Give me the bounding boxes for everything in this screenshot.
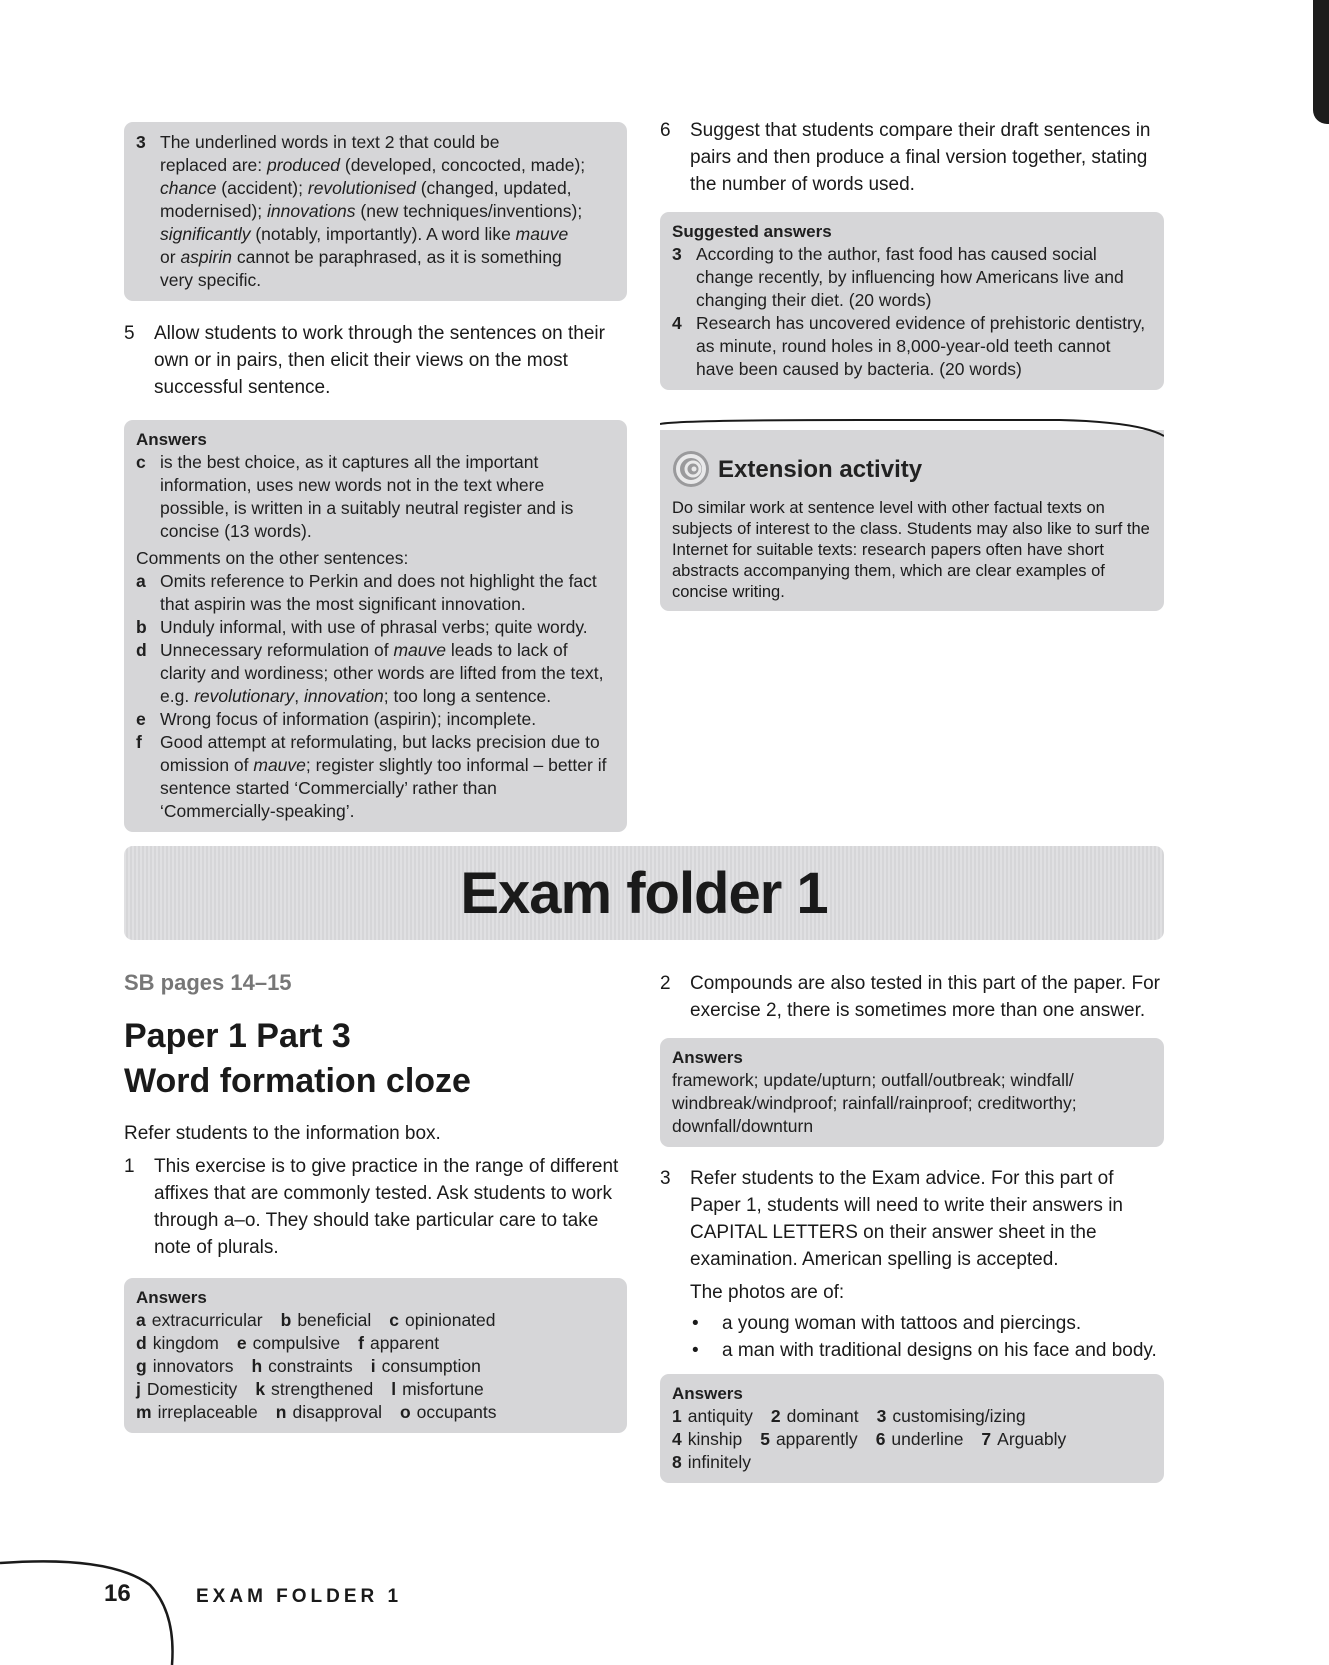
- word-formation-answer-item-label: k: [255, 1379, 266, 1399]
- cloze-answer-item-3: [877, 1405, 1026, 1428]
- cloze-answers-grid: [672, 1405, 1152, 1474]
- comment-fragment: ; register slightly too informal – better if sentence started ‘Commercially’ rather than ‘Commercially-speaking’.: [160, 755, 607, 821]
- answer-c-text: is the best choice, as it captures all the important information, uses new words not in the text where possible, is written in a suitably neutral register and is concise (13 words).: [160, 452, 574, 541]
- word-formation-answer-row: [136, 1378, 615, 1401]
- word-formation-answers-box: [124, 1278, 627, 1433]
- item3-line-fragment: replaced are:: [160, 155, 268, 175]
- item6-paragraph: [660, 117, 1164, 198]
- comment-text: [160, 708, 615, 731]
- item2-number: 2: [660, 973, 671, 994]
- item3-line: [160, 177, 615, 200]
- word-formation-answer-item-label: f: [358, 1333, 364, 1353]
- word-formation-answer-item-value: compulsive: [252, 1333, 341, 1353]
- comment-item-d: [136, 639, 615, 708]
- cloze-answer-item-label: 7: [981, 1429, 992, 1449]
- comment-label: f: [136, 732, 142, 752]
- cloze-answer-item-label: 4: [672, 1429, 682, 1449]
- cloze-answer-row: [672, 1451, 1152, 1474]
- right-top-column: [660, 117, 1164, 611]
- item3-line-fragment: chance: [160, 178, 217, 198]
- word-formation-answer-item-value: kingdom: [152, 1333, 219, 1353]
- word-formation-answer-item-label: m: [136, 1402, 152, 1422]
- word-formation-answers-title: Answers: [136, 1288, 207, 1307]
- compounds-answers-box: [660, 1038, 1164, 1147]
- cloze-answer-item-value: Arguably: [997, 1429, 1067, 1449]
- item3-bottom-text: Refer students to the Exam advice. For this part of Paper 1, students will need to write their answers in CAPITAL LETTERS on their answer sheet in the examination. American spelling is accepted.: [690, 1168, 1123, 1270]
- word-formation-answer-item-value: Domesticity: [146, 1379, 238, 1399]
- comment-fragment: innovation: [304, 686, 384, 706]
- cloze-answer-item-value: infinitely: [687, 1452, 751, 1472]
- item3-paragraph: [660, 1165, 1164, 1306]
- word-formation-answer-item-value: occupants: [416, 1402, 497, 1422]
- comment-fragment: revolutionary: [194, 686, 295, 706]
- answer-c-label: c: [136, 452, 146, 472]
- item3-line-fragment: or: [160, 247, 181, 267]
- word-formation-answer-row: [136, 1355, 615, 1378]
- word-formation-answers-grid: [136, 1309, 615, 1424]
- item3-line-fragment: (new techniques/inventions);: [355, 201, 583, 221]
- photos-intro: The photos are of:: [690, 1282, 845, 1303]
- cloze-answers-title: Answers: [672, 1384, 743, 1403]
- comment-fragment: Omits reference to Perkin and does not highlight the fact that aspirin was the most significant innovation.: [160, 571, 597, 614]
- word-formation-answer-item-h: [251, 1355, 352, 1378]
- comment-fragment: ,: [294, 686, 304, 706]
- cloze-answer-item-2: [771, 1405, 859, 1428]
- cloze-answer-item-value: dominant: [786, 1406, 859, 1426]
- item1-paragraph: [124, 1153, 627, 1261]
- right-bottom-column: [660, 970, 1164, 1483]
- item5-text: Allow students to work through the sentences on their own or in pairs, then elicit their views on the most successful sentence.: [154, 323, 605, 398]
- item3-line-fragment: mauve: [515, 224, 569, 244]
- item3-line: [160, 269, 615, 292]
- comment-fragment: mauve: [393, 640, 446, 660]
- cloze-answer-item-label: 1: [672, 1406, 682, 1426]
- word-formation-answer-item-label: e: [236, 1333, 247, 1353]
- item3-line: [160, 131, 615, 154]
- word-formation-answer-item-label: j: [136, 1379, 141, 1399]
- word-formation-answer-item-n: [276, 1401, 382, 1424]
- extension-text: Do similar work at sentence level with other factual texts on subjects of interest to the class. Students may also like to surf the Internet for suitable texts: research papers often have short abstracts accompanying them, which are clear examples of concise writing.: [672, 499, 1150, 601]
- cloze-answer-item-7: [981, 1428, 1066, 1451]
- item3-line-fragment: aspirin: [180, 247, 232, 267]
- section-heading-line1: Paper 1 Part 3: [124, 1017, 351, 1055]
- item6-text: Suggest that students compare their draft sentences in pairs and then produce a final version together, stating the number of words used.: [690, 120, 1151, 195]
- comment-fragment: leads to lack of clarity and wordiness; other words are lifted from the text, e.g.: [160, 640, 604, 706]
- page-tab-marker: [1313, 0, 1329, 124]
- cloze-answer-item-value: apparently: [775, 1429, 858, 1449]
- item3-line-fragment: revolutionised: [307, 178, 416, 198]
- cloze-answer-item-label: 2: [770, 1406, 781, 1426]
- suggested-answer-text: According to the author, fast food has caused social change recently, by influencing how Americans live and changing their diet. (20 words): [696, 244, 1124, 310]
- cloze-answer-item-value: underline: [891, 1429, 964, 1449]
- extension-box: [660, 430, 1164, 611]
- item1-number: 1: [124, 1156, 135, 1177]
- word-formation-answer-item-label: d: [136, 1333, 147, 1353]
- comment-text: [160, 570, 615, 616]
- word-formation-answer-item-label: h: [251, 1356, 263, 1376]
- extension-activity-panel: [660, 416, 1164, 611]
- item3-bottom-number: 3: [660, 1168, 671, 1189]
- word-formation-answer-item-b: [281, 1309, 372, 1332]
- comment-fragment: ; too long a sentence.: [383, 686, 552, 706]
- exam-folder-banner: [124, 846, 1164, 940]
- word-formation-answer-row: [136, 1309, 615, 1332]
- suggested-answer-label: 3: [672, 244, 682, 264]
- cloze-answers-box: [660, 1374, 1164, 1483]
- comment-label: b: [136, 617, 147, 637]
- word-formation-answer-item-value: disapproval: [292, 1402, 382, 1422]
- photo-bullet-text: a man with traditional designs on his face and body.: [722, 1340, 1157, 1361]
- word-formation-answer-item-a: [136, 1309, 263, 1332]
- word-formation-answer-item-value: irreplaceable: [157, 1402, 258, 1422]
- word-formation-answer-item-label: g: [136, 1356, 147, 1376]
- suggested-answers-list: [672, 243, 1152, 381]
- item3-line-fragment: (notably, importantly). A word like: [250, 224, 516, 244]
- suggested-answers-title: Suggested answers: [672, 222, 832, 241]
- photo-bullet-item: [660, 1337, 1164, 1364]
- word-formation-answer-item-l: [391, 1378, 484, 1401]
- suggested-answer-3: [672, 243, 1152, 312]
- item3-answer-box: [124, 122, 627, 301]
- photos-bullet-list: [660, 1310, 1164, 1364]
- word-formation-answer-item-label: i: [370, 1356, 376, 1376]
- cloze-answer-item-4: [672, 1428, 742, 1451]
- word-formation-answer-item-g: [136, 1355, 233, 1378]
- cloze-answer-item-label: 3: [876, 1406, 887, 1426]
- comments-list: [136, 570, 615, 823]
- cloze-answer-item-value: customising/izing: [892, 1406, 1026, 1426]
- comment-item-a: [136, 570, 615, 616]
- item3-line-fragment: (changed, updated,: [415, 178, 572, 198]
- comment-text: [160, 731, 615, 823]
- comment-fragment: Good attempt at reformulating, but lacks precision due to omission of: [160, 732, 600, 775]
- comment-item-e: [136, 708, 615, 731]
- comment-item-f: [136, 731, 615, 823]
- word-formation-answer-item-label: c: [389, 1310, 399, 1330]
- word-formation-answer-item-value: misfortune: [402, 1379, 484, 1399]
- cloze-answer-item-value: kinship: [687, 1429, 743, 1449]
- cloze-answer-row: [672, 1405, 1152, 1428]
- item3-line-fragment: modernised);: [160, 201, 267, 221]
- comment-item-b: [136, 616, 615, 639]
- item3-line-fragment: produced: [267, 155, 340, 175]
- left-bottom-column: [124, 970, 627, 1433]
- item3-number: 3: [136, 132, 146, 152]
- item3-line: [160, 154, 615, 177]
- comment-text: [160, 639, 615, 708]
- word-formation-answer-item-d: [136, 1332, 219, 1355]
- word-formation-answer-item-o: [400, 1401, 496, 1424]
- item3-line: [160, 223, 615, 246]
- comment-fragment: mauve: [253, 755, 306, 775]
- cloze-answer-row: [672, 1428, 1152, 1451]
- item3-line-fragment: innovations: [267, 201, 356, 221]
- suggested-answer-label: 4: [672, 313, 682, 333]
- item3-line-fragment: (accident);: [216, 178, 308, 198]
- spiral-icon: [672, 450, 710, 488]
- item5-number: 5: [124, 323, 135, 344]
- cloze-answer-item-5: [760, 1428, 857, 1451]
- cloze-answer-item-6: [876, 1428, 964, 1451]
- cloze-answer-item-label: 6: [875, 1429, 886, 1449]
- word-formation-answer-item-value: consumption: [381, 1356, 481, 1376]
- footer-section-label: EXAM FOLDER 1: [196, 1586, 403, 1607]
- photo-bullet-text: a young woman with tattoos and piercings.: [722, 1313, 1082, 1334]
- item3-line: [160, 246, 615, 269]
- answers-title: Answers: [136, 430, 207, 449]
- comment-label: d: [136, 640, 147, 660]
- word-formation-answer-item-label: o: [399, 1402, 411, 1422]
- word-formation-answer-item-j: [136, 1378, 237, 1401]
- item3-line-fragment: significantly: [160, 224, 251, 244]
- compounds-answers-text: framework; update/upturn; outfall/outbreak; windfall/ windbreak/windproof; rainfall/rainproof; creditworthy; downfall/downturn: [672, 1070, 1077, 1136]
- item3-answer-text: [160, 131, 615, 292]
- word-formation-answer-item-label: n: [275, 1402, 287, 1422]
- extension-title: Extension activity: [718, 455, 923, 483]
- item3-line-fragment: cannot be paraphrased, as it is something: [232, 247, 562, 267]
- word-formation-answer-item-k: [255, 1378, 373, 1401]
- comment-label: a: [136, 571, 146, 591]
- section-heading-line2: Word formation cloze: [124, 1062, 471, 1100]
- comment-fragment: Unnecessary reformulation of: [160, 640, 394, 660]
- word-formation-answer-item-value: beneficial: [297, 1310, 372, 1330]
- exam-folder-title: Exam folder 1: [460, 860, 828, 926]
- cloze-answer-item-value: antiquity: [687, 1406, 753, 1426]
- word-formation-answer-item-value: apparent: [369, 1333, 440, 1353]
- word-formation-answer-item-label: a: [136, 1310, 146, 1330]
- word-formation-answer-item-c: [389, 1309, 495, 1332]
- photo-bullet-item: [660, 1310, 1164, 1337]
- answer-c: [136, 451, 615, 543]
- item2-text: Compounds are also tested in this part of the paper. For exercise 2, there is sometimes more than one answer.: [690, 973, 1160, 1021]
- footer-corner-curve: [0, 1555, 180, 1665]
- item1-text: This exercise is to give practice in the range of different affixes that are commonly tested. Ask students to work through a–o. They should take particular care to take note of plurals.: [154, 1156, 619, 1258]
- item6-number: 6: [660, 120, 671, 141]
- word-formation-answer-item-i: [371, 1355, 481, 1378]
- left-top-column: [124, 122, 627, 832]
- suggested-answer-4: [672, 312, 1152, 381]
- word-formation-answer-item-value: extracurricular: [151, 1310, 263, 1330]
- comment-fragment: Wrong focus of information (aspirin); incomplete.: [160, 709, 537, 729]
- word-formation-answer-item-value: innovators: [152, 1356, 234, 1376]
- comments-heading: Comments on the other sentences:: [136, 548, 409, 568]
- word-formation-answer-item-m: [136, 1401, 258, 1424]
- comment-fragment: Unduly informal, with use of phrasal verbs; quite wordy.: [160, 617, 588, 637]
- word-formation-answer-row: [136, 1401, 615, 1424]
- bullet-icon: •: [692, 1340, 699, 1361]
- item3-line-fragment: very specific.: [160, 270, 262, 290]
- cloze-answer-item-1: [672, 1405, 753, 1428]
- word-formation-answer-item-e: [237, 1332, 340, 1355]
- bullet-icon: •: [692, 1313, 699, 1334]
- word-formation-answer-item-label: b: [280, 1310, 292, 1330]
- comment-text: [160, 616, 615, 639]
- suggested-answers-box: [660, 212, 1164, 390]
- item3-line-fragment: The underlined words in text 2 that could be: [160, 132, 500, 152]
- item3-line-fragment: (developed, concocted, made);: [340, 155, 586, 175]
- item3-line: [160, 200, 615, 223]
- page-number: 16: [104, 1580, 131, 1607]
- word-formation-answer-item-value: constraints: [268, 1356, 353, 1376]
- sb-pages-reference: SB pages 14–15: [124, 970, 292, 995]
- answers-box-sentences: [124, 420, 627, 832]
- word-formation-answer-item-label: l: [391, 1379, 397, 1399]
- word-formation-answer-item-f: [358, 1332, 439, 1355]
- cloze-answer-item-label: 8: [672, 1452, 682, 1472]
- cloze-answer-item-8: [672, 1451, 751, 1474]
- word-formation-answer-item-value: strengthened: [271, 1379, 374, 1399]
- word-formation-answer-row: [136, 1332, 615, 1355]
- cloze-answer-item-label: 5: [760, 1429, 770, 1449]
- suggested-answer-text: Research has uncovered evidence of prehistoric dentistry, as minute, round holes in 8,000-year-old teeth cannot have been caused by bacteria. (20 words): [696, 313, 1146, 379]
- intro-text: Refer students to the information box.: [124, 1123, 441, 1144]
- compounds-answers-title: Answers: [672, 1048, 743, 1067]
- item2-paragraph: [660, 970, 1164, 1024]
- comment-label: e: [136, 709, 146, 729]
- word-formation-answer-item-value: opinionated: [405, 1310, 496, 1330]
- item5-paragraph: [124, 320, 627, 401]
